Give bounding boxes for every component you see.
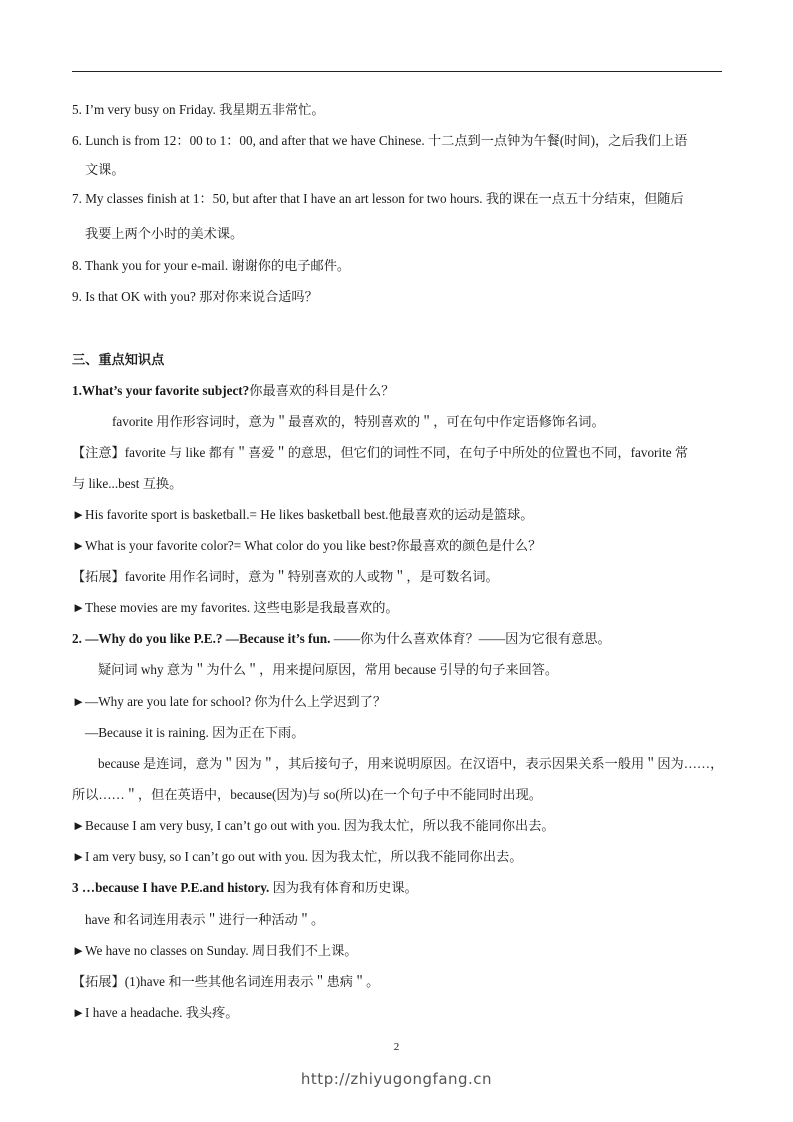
page-number: 2 xyxy=(393,1041,400,1053)
point-1-title xyxy=(72,381,394,401)
point-3-title xyxy=(72,878,418,898)
point-2-example-q: ►—Why are you late for school? 你为什么上学迟到了？ xyxy=(72,694,387,709)
point-2-example-2: ►Because I am very busy, I can’t go out with you. 因为我太忙，所以我不能同你出去。 xyxy=(72,818,555,833)
point-3-extension: 【拓展】(1)have 和一些其他名词连用表示＂患病＂。 xyxy=(72,974,380,989)
watermark-url: http://zhiyugongfang.cn xyxy=(300,1070,493,1088)
point-1-extension: 【拓展】favorite 用作名词时，意为＂特别喜欢的人或物＂，是可数名词。 xyxy=(72,569,499,584)
sentence-8: 8. Thank you for your e-mail. 谢谢你的电子邮件。 xyxy=(72,258,351,273)
sentence-7-cont: 我要上两个小时的美术课。 xyxy=(85,226,244,241)
point-1-note: 【注意】favorite 与 like 都有＂喜爱＂的意思，但它们的词性不同，在句子中所处的位置也不同，favorite 常 xyxy=(72,445,689,460)
point-1-title-en: 1.What’s your favorite subject? xyxy=(72,383,250,398)
point-2-title-en: 2. —Why do you like P.E.? —Because it’s fun. xyxy=(72,631,331,646)
point-1-explanation: favorite 用作形容词时，意为＂最喜欢的，特别喜欢的＂，可在句中作定语修饰名词。 xyxy=(112,414,605,429)
point-2-because-note: because 是连词，意为＂因为＂，其后接句子，用来说明原因。在汉语中，表示因果关系一般用＂因为……， xyxy=(98,756,724,771)
section-title: 三、重点知识点 xyxy=(72,352,165,367)
point-2-title xyxy=(72,629,611,649)
point-1-example-3: ►These movies are my favorites. 这些电影是我最喜欢的。 xyxy=(72,600,399,615)
point-2-because-note-cont: 所以……＂，但在英语中，because(因为)与 so(所以)在一个句子中不能同时出现。 xyxy=(72,787,542,802)
point-3-example-2: ►I have a headache. 我头疼。 xyxy=(72,1005,239,1020)
point-3-example-1: ►We have no classes on Sunday. 周日我们不上课。 xyxy=(72,943,358,958)
sentence-7: 7. My classes finish at 1：50, but after that I have an art lesson for two hours. 我的课在一点五十分结束，但随后 xyxy=(72,191,684,206)
sentence-9: 9. Is that OK with you? 那对你来说合适吗？ xyxy=(72,289,318,304)
sentence-6: 6. Lunch is from 12：00 to 1：00, and after that we have Chinese. 十二点到一点钟为午餐(时间)，之后我们上语 xyxy=(72,133,688,148)
point-2-example-a: —Because it is raining. 因为正在下雨。 xyxy=(85,725,305,740)
point-3-title-cn: 因为我有体育和历史课。 xyxy=(269,880,418,895)
sentence-5: 5. I’m very busy on Friday. 我星期五非常忙。 xyxy=(72,102,325,117)
point-2-explanation: 疑问词 why 意为＂为什么＂，用来提问原因，常用 because 引导的句子来回答。 xyxy=(98,662,559,677)
header-rule xyxy=(72,71,722,72)
point-2-title-cn: ——你为什么喜欢体育？——因为它很有意思。 xyxy=(330,631,611,646)
point-3-title-en: 3 …because I have P.E.and history. xyxy=(72,880,270,895)
point-2-example-3: ►I am very busy, so I can’t go out with you. 因为我太忙，所以我不能同你出去。 xyxy=(72,849,523,864)
sentence-6-cont: 文课。 xyxy=(85,162,125,177)
point-1-title-cn: 你最喜欢的科目是什么？ xyxy=(249,383,395,398)
point-1-example-1: ►His favorite sport is basketball.= He likes basketball best.他最喜欢的运动是篮球。 xyxy=(72,507,534,522)
point-1-example-2: ►What is your favorite color?= What color do you like best?你最喜欢的颜色是什么？ xyxy=(72,538,542,553)
point-1-note-cont: 与 like...best 互换。 xyxy=(72,476,183,491)
point-3-explanation: have 和名词连用表示＂进行一种活动＂。 xyxy=(85,912,325,927)
